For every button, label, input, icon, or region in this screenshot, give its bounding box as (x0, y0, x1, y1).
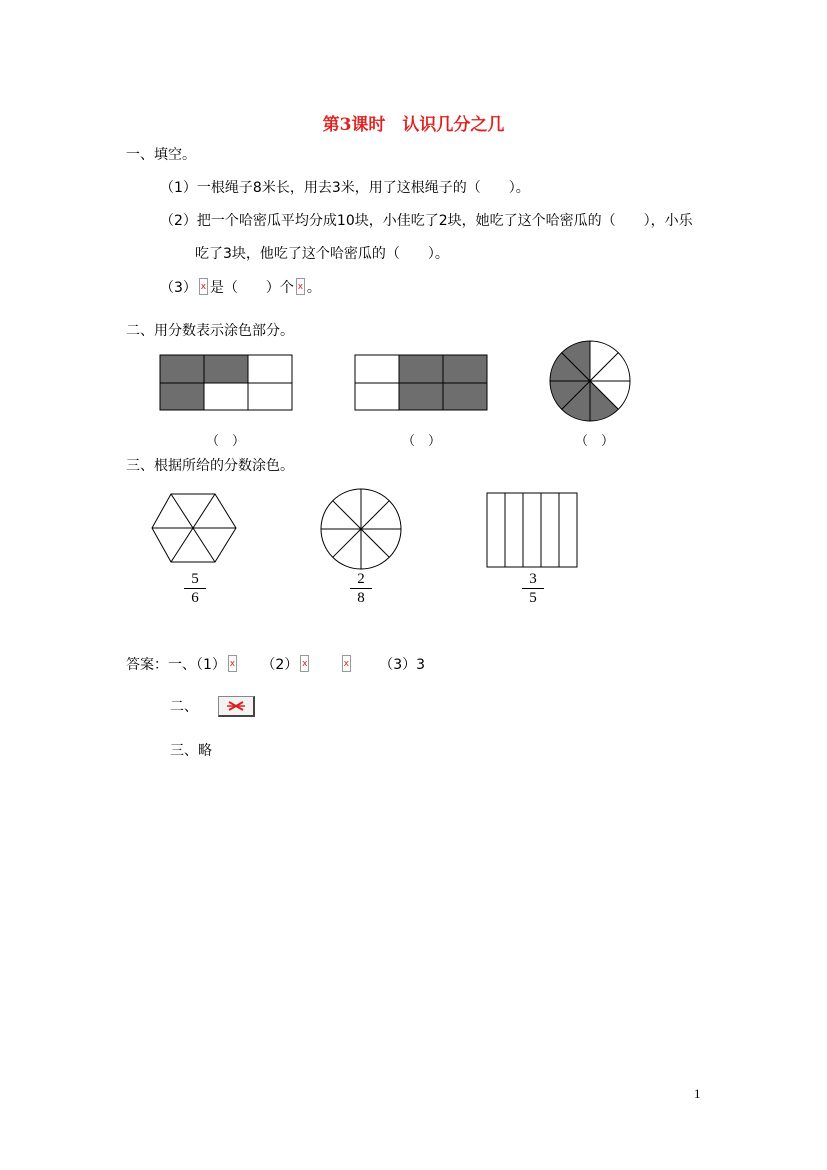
broken-image-icon (228, 655, 237, 672)
grid-cell-shaded (399, 383, 443, 410)
blank-figures (0, 490, 827, 580)
broken-image-icon (199, 278, 208, 295)
page-title: 第3课时 认识几分之几 (322, 115, 505, 135)
grid-cell-shaded (443, 383, 487, 410)
broken-image-icon (296, 278, 305, 295)
question-1-1: （1）一根绳子8米长，用去3米，用了这根绳子的（ ）。 (160, 180, 530, 196)
fraction-label-3 (518, 571, 548, 606)
rectangle-figure (487, 493, 577, 567)
fraction-bar (350, 588, 372, 589)
fraction-numerator: 5 (191, 571, 199, 587)
fraction-numerator: 3 (529, 571, 537, 587)
section-2-heading: 二、用分数表示涂色部分。 (126, 323, 294, 339)
shaded-figures (0, 350, 827, 470)
fraction-bar (184, 588, 206, 589)
circle-figure-2 (321, 489, 401, 569)
answers-q2-label: （2） (261, 657, 299, 673)
grid-cell-shaded (399, 355, 443, 383)
fraction-numerator: 2 (357, 571, 365, 587)
question-1-3 (160, 278, 321, 297)
answers-q3: （3）3 (379, 657, 426, 673)
question-1-3-mid: 是（ ）个 (209, 280, 294, 296)
answers-line-2: 二、 (170, 699, 198, 715)
section-3-heading: 三、根据所给的分数涂色。 (126, 458, 294, 474)
section-1-heading: 一、填空。 (126, 147, 196, 163)
question-1-3-prefix: （3） (160, 280, 197, 296)
grid-cell (204, 383, 248, 410)
answer-blank-3: （ ） (575, 434, 615, 449)
fraction-label-1 (180, 571, 210, 606)
fraction-denominator: 8 (357, 590, 365, 606)
fraction-bar (522, 588, 544, 589)
circle-figure-1 (550, 341, 630, 421)
answers-prefix: 答案：一、（1） (126, 657, 226, 673)
question-1-2-line2: 吃了3块，他吃了这个哈密瓜的（ ）。 (195, 246, 449, 262)
answers-line-3: 三、略 (170, 743, 212, 759)
answer-blank-2: （ ） (402, 434, 442, 449)
grid-cell (248, 355, 292, 383)
grid-cell-shaded (160, 383, 204, 410)
grid-figure-2 (355, 355, 487, 410)
grid-figure-1 (160, 355, 292, 410)
grid-cell (355, 355, 399, 383)
page-number: 1 (694, 1086, 701, 1101)
grid-cell (248, 383, 292, 410)
answer-blank-1: （ ） (206, 434, 246, 449)
fraction-denominator: 5 (529, 590, 537, 606)
hexagon-figure (152, 494, 236, 562)
grid-cell (355, 383, 399, 410)
broken-image-icon (218, 696, 255, 717)
question-1-2-line1: （2）把一个哈密瓜平均分成10块，小佳吃了2块，她吃了这个哈密瓜的（ ），小乐 (160, 213, 693, 229)
answers-line-1 (126, 655, 425, 674)
fraction-denominator: 6 (191, 590, 199, 606)
question-1-3-suffix: 。 (306, 280, 321, 296)
grid-cell-shaded (160, 355, 204, 383)
broken-image-icon (300, 655, 309, 672)
fraction-label-2 (346, 571, 376, 606)
grid-cell-shaded (443, 355, 487, 383)
grid-cell-shaded (204, 355, 248, 383)
broken-image-icon (342, 655, 351, 672)
